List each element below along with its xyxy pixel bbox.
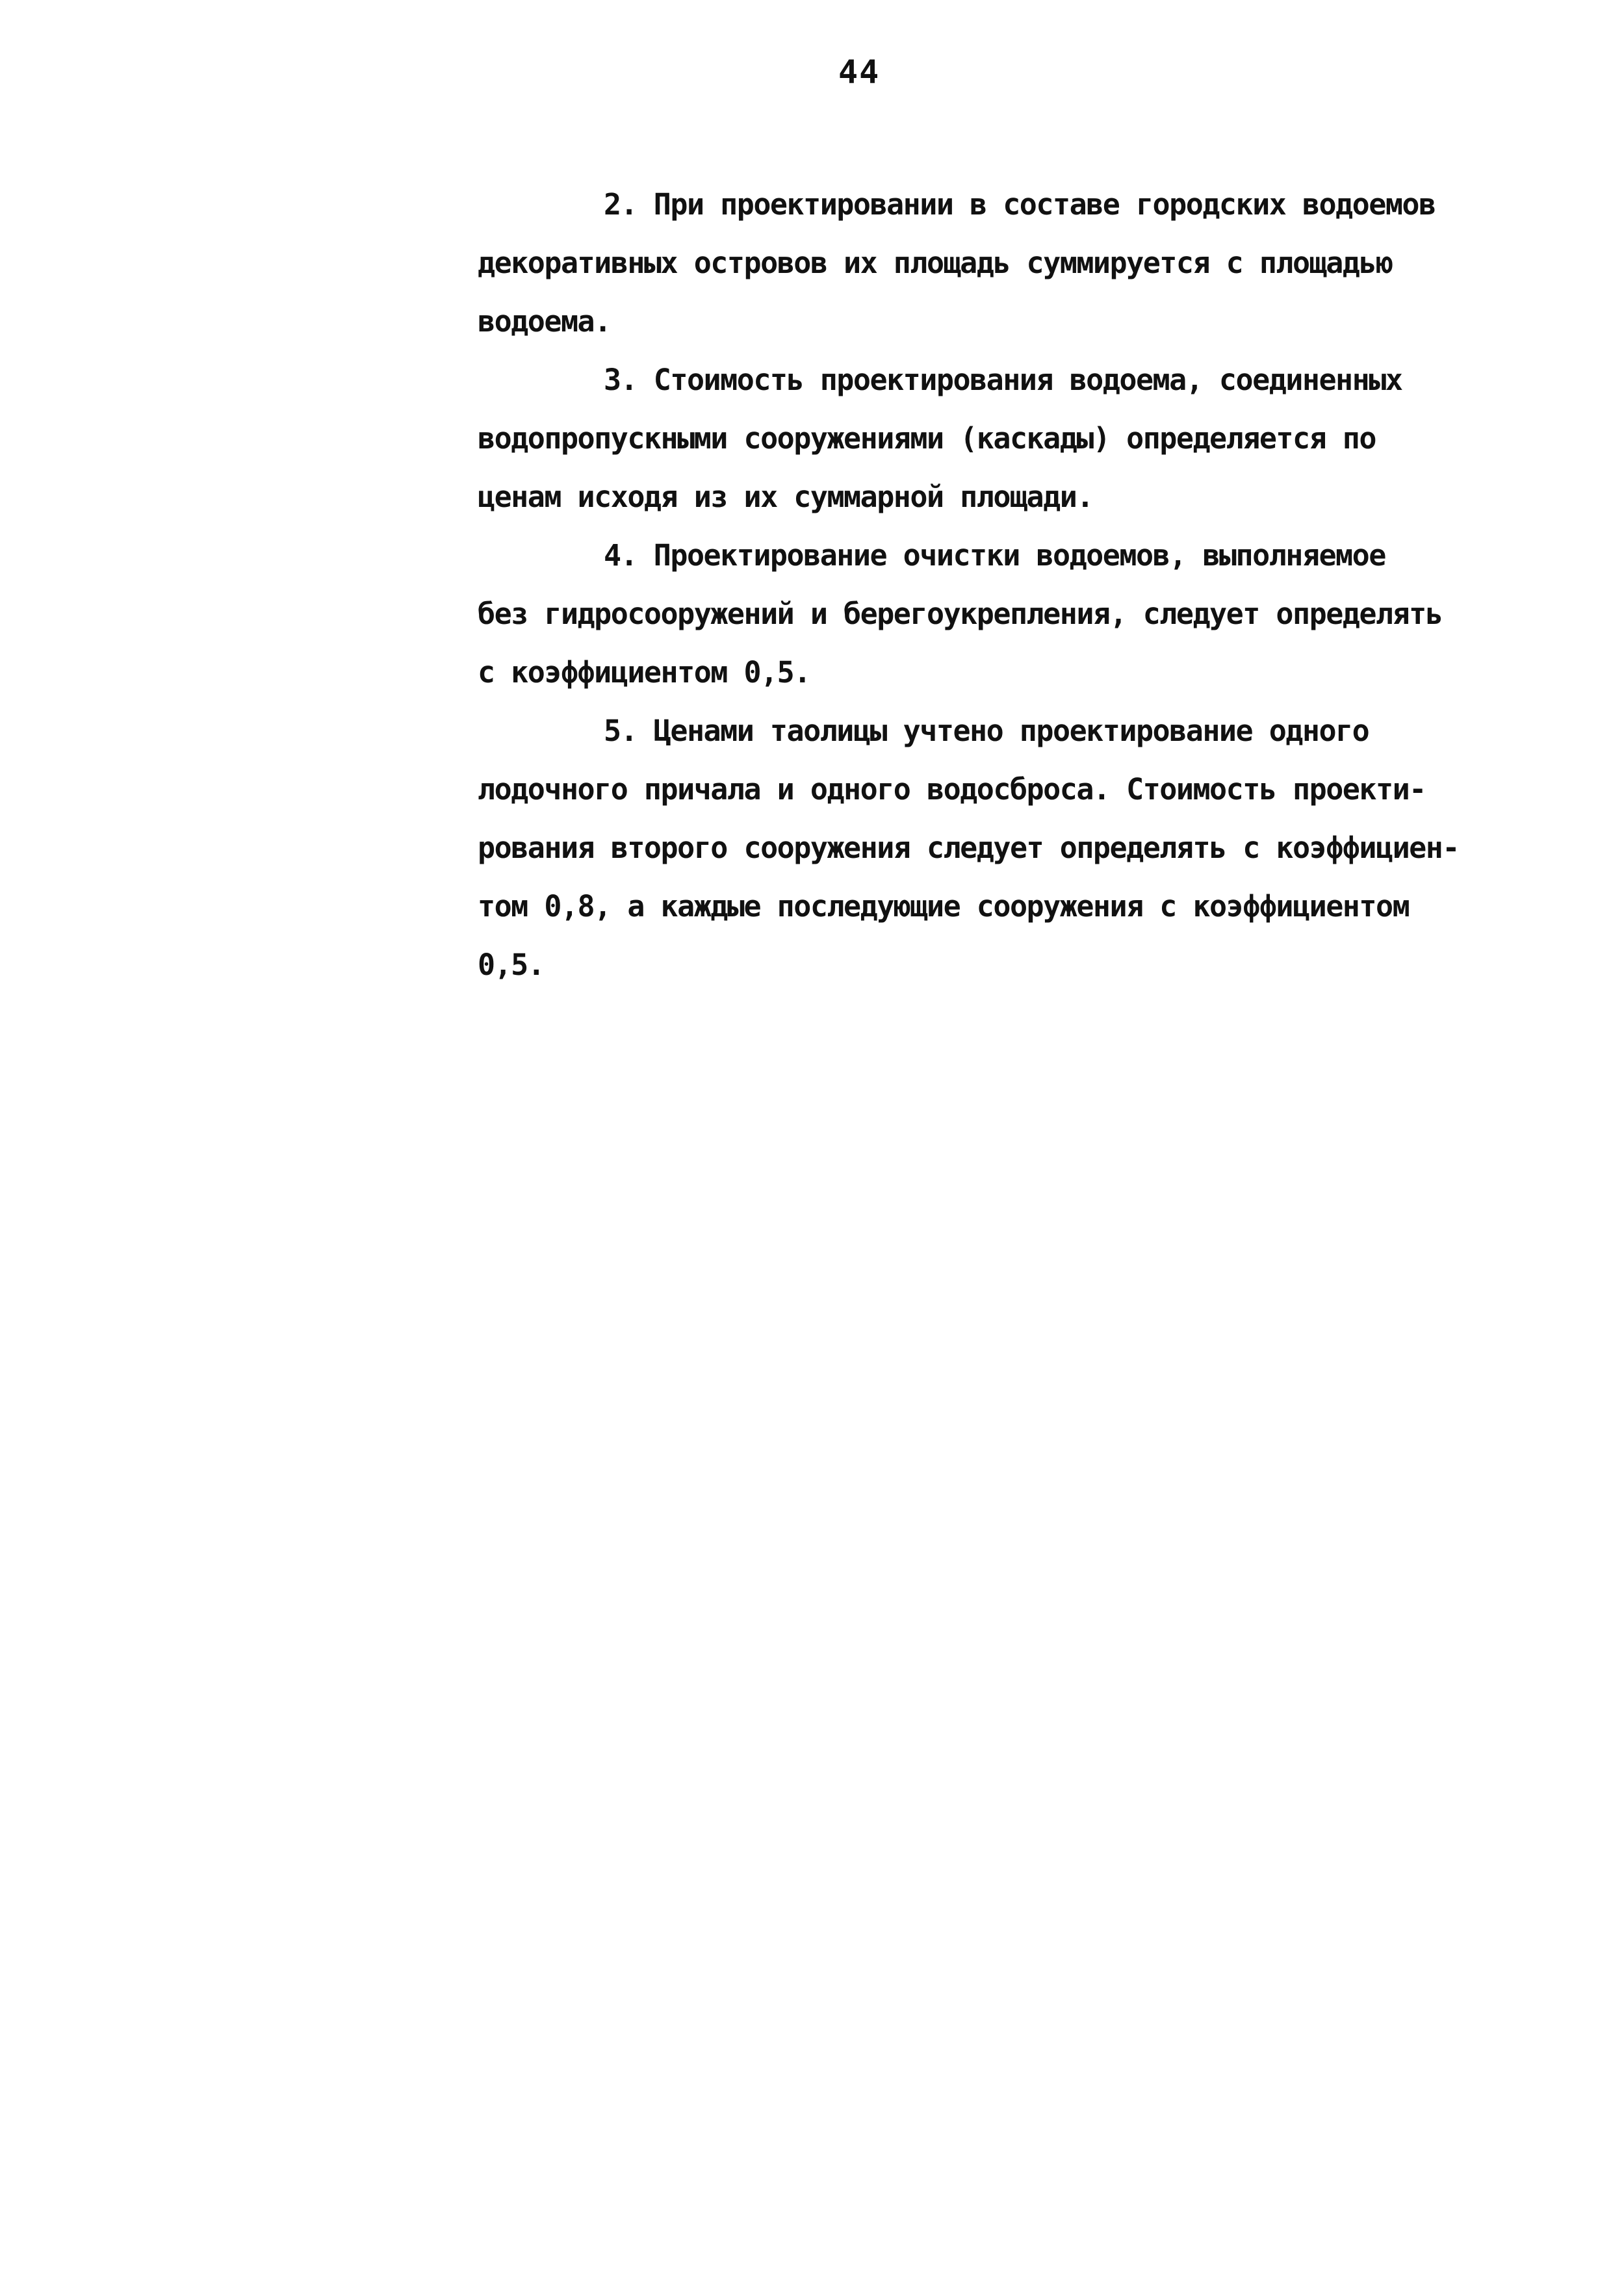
paragraph-2: [478, 175, 1576, 351]
page-number: 44: [838, 53, 881, 91]
paragraph-line: рования второго сооружения следует определять с коэффициен-: [478, 831, 1459, 865]
paragraph-line: 4. Проектирование очистки водоемов, выполняемое: [604, 538, 1386, 573]
paragraph-line: без гидросооружений и берегоукрепления, следует определять: [478, 597, 1443, 631]
document-body: [478, 175, 1576, 994]
paragraph-line: водопропускными сооружениями (каскады) определяется по: [478, 421, 1376, 456]
paragraph-line: лодочного причала и одного водосброса. Стоимость проекти-: [478, 772, 1426, 807]
paragraph-line: водоема.: [478, 304, 611, 339]
paragraph-4: [478, 526, 1576, 702]
paragraph-line: том 0,8, а каждые последующие сооружения с коэффициентом: [478, 889, 1410, 924]
paragraph-5: [478, 702, 1576, 994]
paragraph-line: декоративных островов их площадь суммируется с площадью: [478, 246, 1393, 280]
paragraph-line: 5. Ценами таолицы учтено проектирование одного: [604, 714, 1369, 748]
paragraph-line: 3. Стоимость проектирования водоема, соединенных: [604, 363, 1402, 397]
paragraph-3: [478, 351, 1576, 526]
paragraph-line: ценам исходя из их суммарной площади.: [478, 480, 1093, 514]
paragraph-line: с коэффициентом 0,5.: [478, 655, 810, 690]
paragraph-line: 2. При проектировании в составе городских водоемов: [604, 187, 1436, 222]
paragraph-line: 0,5.: [478, 948, 545, 982]
